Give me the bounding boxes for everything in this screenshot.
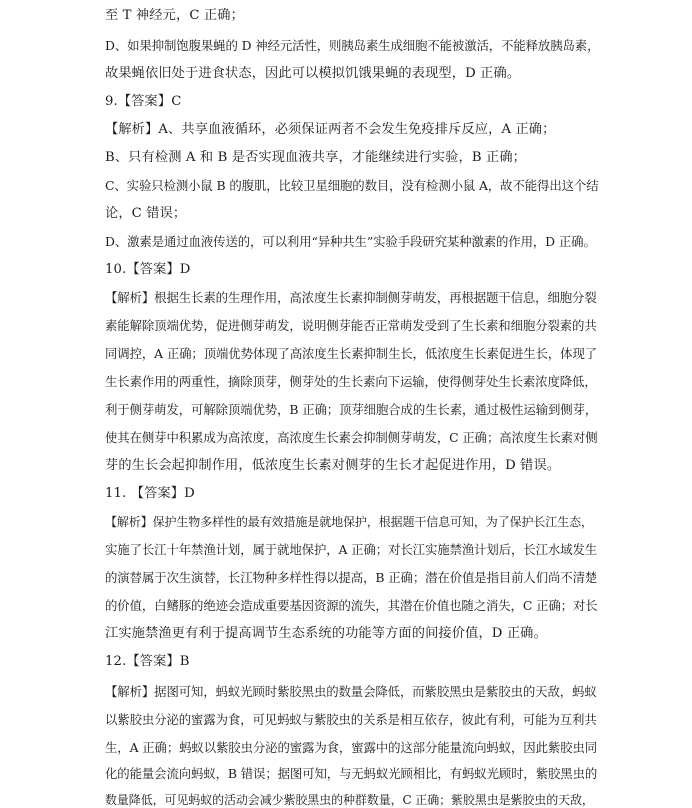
text-line: 芽的生长会起抑制作用，低浓度生长素对侧芽的生长才起促进作用，D 错误。 bbox=[105, 458, 561, 473]
text-line: 素能解除顶端优势，促进侧芽萌发，说明侧芽能否正常萌发受到了生长素和细胞分裂素的共 bbox=[105, 318, 597, 333]
answer-heading: 11. 【答案】D bbox=[105, 486, 195, 501]
text-line: C、实验只检测小鼠 B 的腹肌，比较卫星细胞的数目，没有检测小鼠 A，故不能得出这个结 bbox=[105, 178, 599, 193]
text-line: 【解析】保护生物多样性的最有效措施是就地保护，根据题干信息可知，为了保护长江生态， bbox=[105, 515, 593, 529]
text-line: B、只有检测 A 和 B 是否实现血液共享，才能继续进行实验，B 正确； bbox=[105, 150, 527, 165]
text-line: 的价值，白鳍豚的绝迹会造成重要基因资源的流失，其潜在价值也随之消失，C 正确；对长 bbox=[105, 598, 598, 613]
text-line: 论，C 错误； bbox=[105, 206, 187, 221]
text-line: 使其在侧芽中积累成为高浓度，高浓度生长素会抑制侧芽萌发，C 正确；高浓度生长素对侧 bbox=[105, 430, 598, 445]
text-line: 【解析】根据生长素的生理作用，高浓度生长素抑制侧芽萌发，再根据题干信息，细胞分裂 bbox=[105, 290, 597, 305]
text-line: D、激素是通过血液传送的，可以利用“异种共生”实验手段研究某种激素的作用，D 正确。 bbox=[105, 234, 596, 249]
text-line: D、如果抑制饱腹果蝇的 D 神经元活性，则胰岛素生成细胞不能被激活，不能释放胰岛素， bbox=[105, 38, 600, 53]
text-line: 【解析】A、共享血液循环，必须保证两者不会发生免疫排斥反应，A 正确； bbox=[105, 122, 556, 137]
answer-heading: 12.【答案】B bbox=[105, 654, 190, 669]
text-line: 的演替属于次生演替，长江物种多样性得以提高，B 正确；潜在价值是指目前人们尚不清楚 bbox=[105, 570, 598, 585]
text-line: 生，A 正确；蚂蚁以紫胶虫分泌的蜜露为食，蜜露中的这部分能量流向蚂蚁，因此紫胶虫同 bbox=[105, 740, 598, 755]
text-line: 数量降低，可见蚂蚁的活动会减少紫胶黑虫的种群数量，C 正确；紫胶黑虫是紫胶虫的天敌， bbox=[105, 793, 594, 807]
text-line: 【解析】据图可知，蚂蚁光顾时紫胶黑虫的数量会降低，而紫胶黑虫是紫胶虫的天敌，蚂蚁 bbox=[105, 684, 597, 699]
text-line: 利于侧芽萌发，可解除顶端优势，B 正确；顶芽细胞合成的生长素，通过极性运输到侧芽， bbox=[105, 402, 598, 417]
text-line: 以紫胶虫分泌的蜜露为食，可见蚂蚁与紫胶虫的关系是相互依存，彼此有利，可能为互利共 bbox=[105, 712, 597, 727]
text-line: 至 T 神经元，C 正确； bbox=[105, 8, 244, 23]
text-line: 同调控，A 正确；顶端优势体现了高浓度生长素抑制生长，低浓度生长素促进生长，体现了 bbox=[105, 346, 598, 361]
text-line: 生长素作用的两重性，摘除顶芽，侧芽处的生长素向下运输，使得侧芽处生长素浓度降低， bbox=[105, 374, 597, 389]
answer-heading: 9.【答案】C bbox=[105, 94, 182, 109]
answer-heading: 10.【答案】D bbox=[105, 262, 191, 277]
text-line: 实施了长江十年禁渔计划，属于就地保护，A 正确；对长江实施禁渔计划后，长江水域发生 bbox=[105, 542, 598, 557]
text-line: 江实施禁渔更有利于提高调节生态系统的功能等方面的间接价值，D 正确。 bbox=[105, 626, 547, 641]
text-line: 故果蝇依旧处于进食状态，因此可以模拟饥饿果蝇的表现型，D 正确。 bbox=[105, 66, 521, 81]
text-line: 化的能量会流向蚂蚁，B 错误；据图可知，与无蚂蚁光顾相比，有蚂蚁光顾时，紫胶黑虫的 bbox=[105, 766, 598, 781]
